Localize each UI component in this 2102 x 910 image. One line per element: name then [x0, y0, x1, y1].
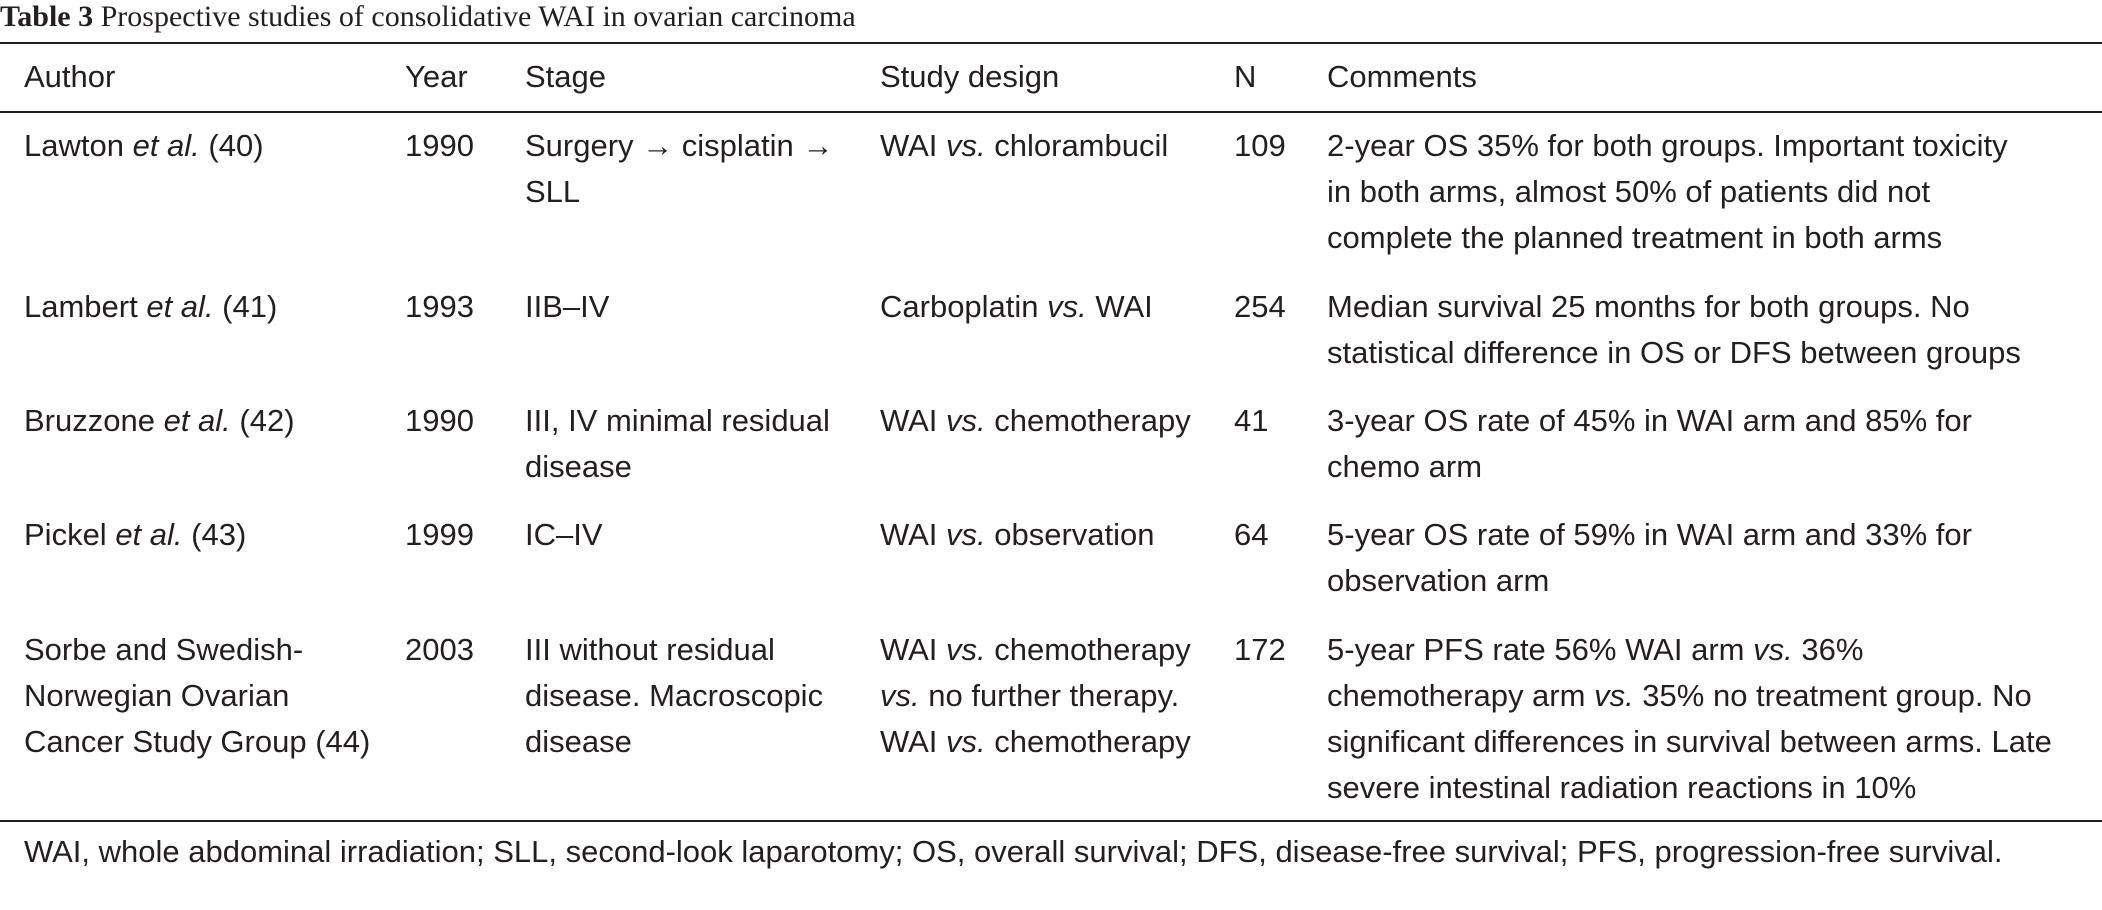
table-row-n: 172: [1234, 632, 1286, 667]
table-header-rule: [0, 111, 2102, 113]
table-row-stage: Surgery → cisplatin → SLL: [525, 128, 834, 209]
table-row-design: WAI vs. chemotherapy: [880, 403, 1191, 438]
table-row-author: Bruzzone et al. (42): [24, 403, 295, 438]
table-row-n: 41: [1234, 403, 1269, 438]
table-row-year: 1999: [405, 517, 474, 552]
table-row-stage: III, IV minimal residual disease: [525, 403, 830, 484]
table-row-year: 1993: [405, 289, 474, 324]
table-row-comments: 5-year OS rate of 59% in WAI arm and 33% for observation arm: [1327, 517, 1972, 598]
header-author: Author: [24, 59, 116, 94]
table-row-comments: 5-year PFS rate 56% WAI arm vs. 36% chemotherapy arm vs. 35% no treatment group. No significant differences in survival between arms. Late severe intestinal radiation reactions in 10%: [1327, 632, 2052, 805]
header-comments: Comments: [1327, 59, 1477, 94]
table-row-comments: 2-year OS 35% for both groups. Important toxicity in both arms, almost 50% of patients did not complete the planned treatment in both arms: [1327, 128, 2008, 255]
table-row-design: WAI vs. chlorambucil: [880, 128, 1169, 163]
table-row-n: 64: [1234, 517, 1269, 552]
table-row-n: 109: [1234, 128, 1286, 163]
table-row-year: 2003: [405, 632, 474, 667]
table-caption-label: Table 3: [0, 0, 94, 33]
table-top-rule: [0, 42, 2102, 44]
header-year: Year: [405, 59, 468, 94]
table-caption: [0, 0, 856, 40]
table-row-design: WAI vs. observation: [880, 517, 1155, 552]
table-row-year: 1990: [405, 128, 474, 163]
table-row-stage: III without residual disease. Macroscopic disease: [525, 632, 824, 759]
table-row-stage: IC–IV: [525, 517, 603, 552]
table-footnote: WAI, whole abdominal irradiation; SLL, second-look laparotomy; OS, overall survival; DFS, disease-free survival; PFS, progression-free survival.: [24, 834, 2003, 869]
table-row-design: Carboplatin vs. WAI: [880, 289, 1153, 324]
table-bottom-rule: [0, 820, 2102, 822]
header-n: N: [1234, 59, 1257, 94]
header-study-design: Study design: [880, 59, 1060, 94]
table-row-comments: Median survival 25 months for both groups. No statistical difference in OS or DFS between groups: [1327, 289, 2021, 370]
table-row-comments: 3-year OS rate of 45% in WAI arm and 85% for chemo arm: [1327, 403, 1972, 484]
table-row-stage: IIB–IV: [525, 289, 610, 324]
table-caption-text: Prospective studies of consolidative WAI in ovarian carcinoma: [100, 0, 856, 33]
table-row-design: WAI vs. chemotherapy vs. no further therapy. WAI vs. chemotherapy: [880, 632, 1191, 759]
header-stage: Stage: [525, 59, 607, 94]
table-row-author: Sorbe and Swedish- Norwegian Ovarian Cancer Study Group (44): [24, 632, 371, 759]
table-row-year: 1990: [405, 403, 474, 438]
table-row-author: Lambert et al. (41): [24, 289, 278, 324]
table-row-author: Pickel et al. (43): [24, 517, 247, 552]
table-row-author: Lawton et al. (40): [24, 128, 264, 163]
table-row-n: 254: [1234, 289, 1286, 324]
